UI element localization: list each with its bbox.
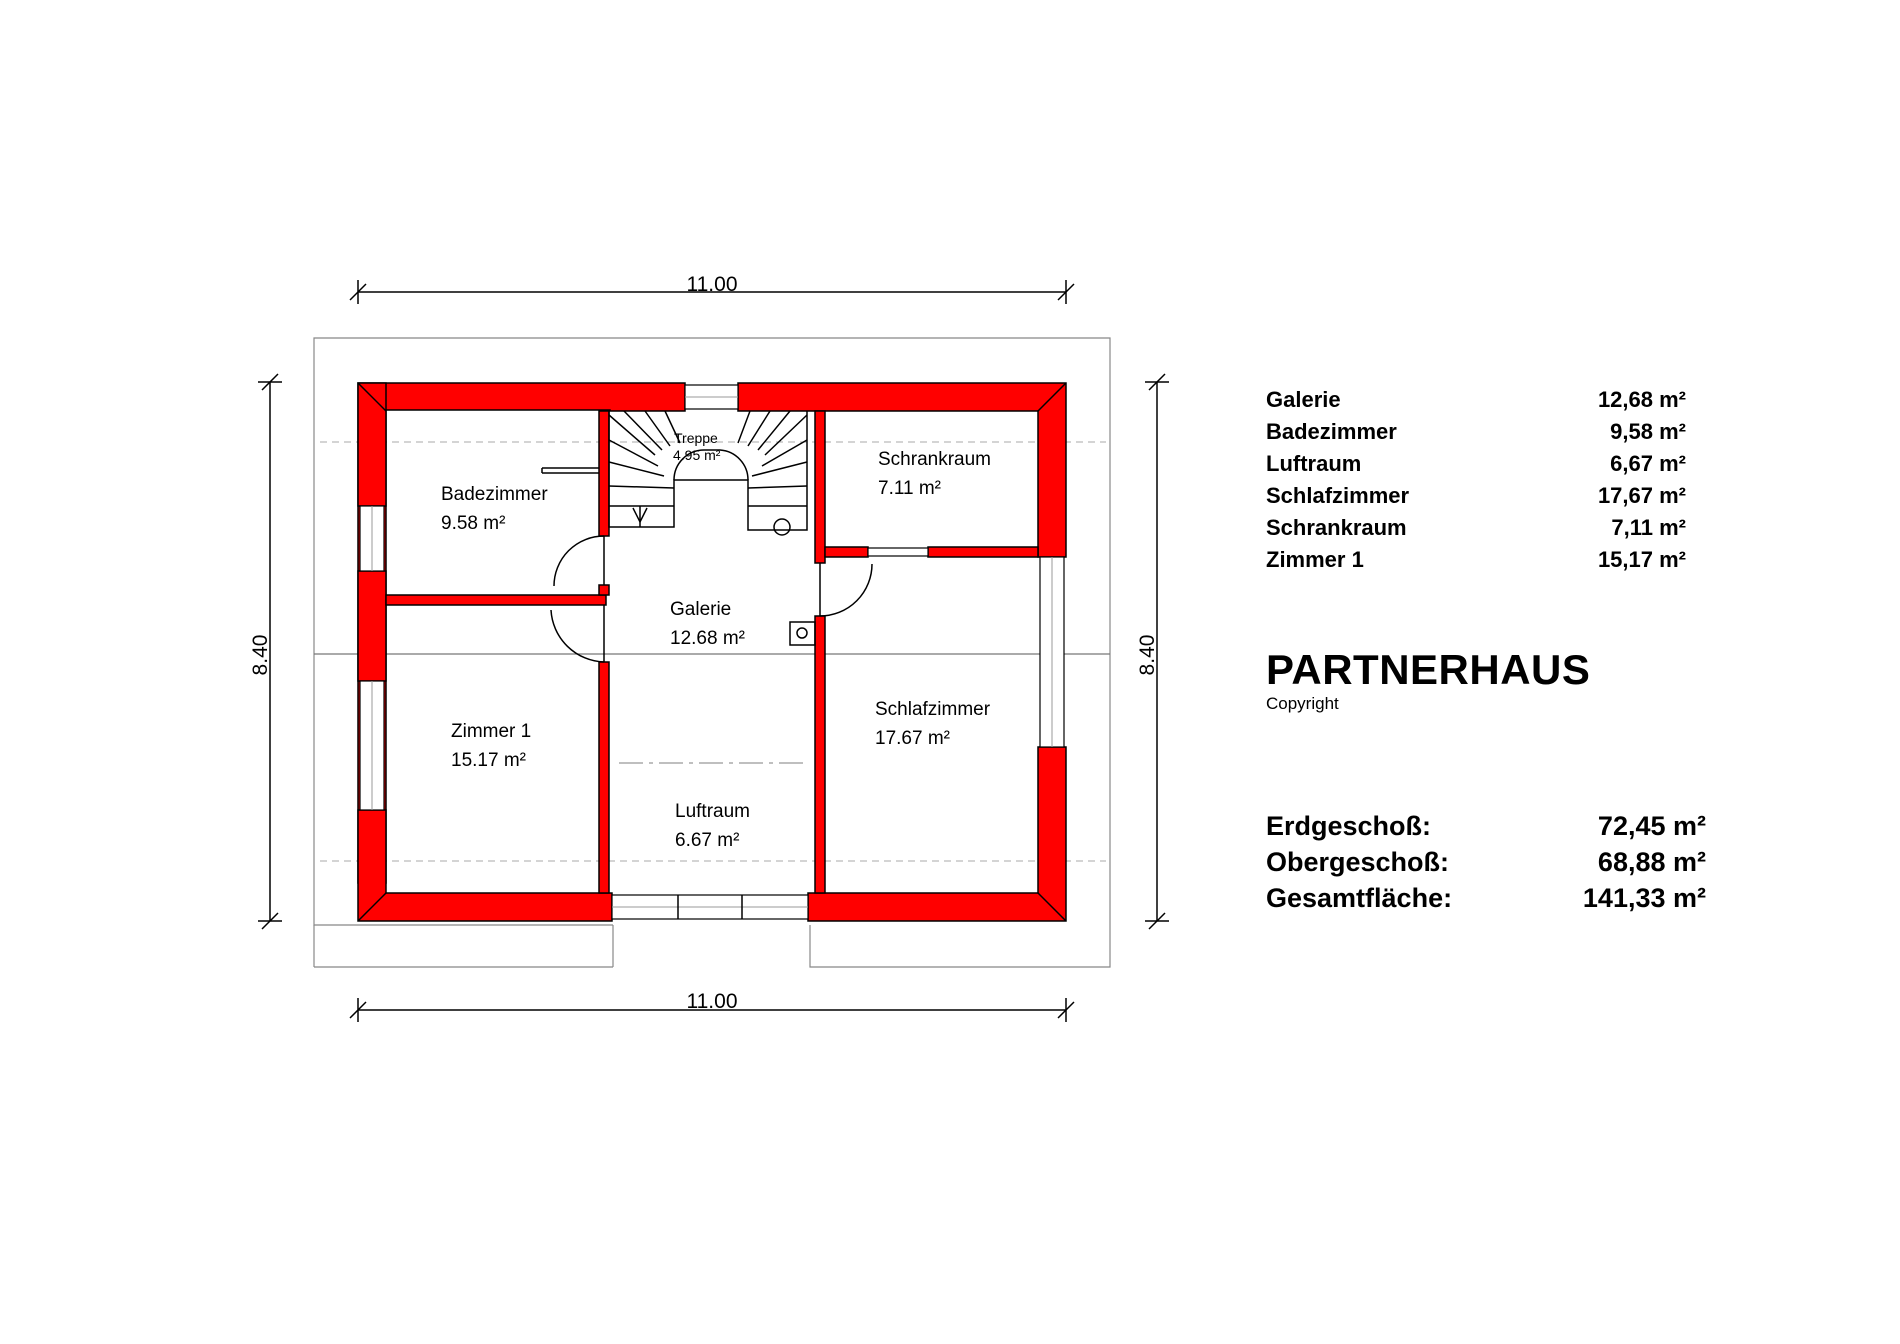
room-schrankraum-name: Schrankraum	[878, 449, 991, 470]
legend-row	[1266, 544, 1686, 576]
legend-row	[1266, 448, 1686, 480]
interior-wall	[599, 411, 609, 536]
totals-label: Erdgeschoß:	[1266, 810, 1432, 841]
legend-row	[1266, 416, 1686, 448]
legend-row	[1266, 480, 1686, 512]
door-badezimmer	[554, 536, 604, 586]
chimney	[790, 622, 815, 645]
dimension-left-label: 8.40	[249, 634, 272, 676]
room-schrankraum-area: 7.11 m²	[878, 478, 942, 499]
totals-row	[1266, 880, 1706, 916]
door-schlafzimmer	[820, 563, 872, 616]
totals-label: Gesamtfläche:	[1266, 882, 1453, 913]
room-schlafzimmer-area: 17.67 m²	[875, 728, 950, 749]
legend-row	[1266, 384, 1686, 416]
legend-label: Luftraum	[1266, 451, 1362, 476]
brand-block	[1266, 646, 1590, 714]
legend-value: 6,67 m²	[1610, 451, 1686, 476]
room-schlafzimmer-name: Schlafzimmer	[875, 699, 991, 720]
legend-row	[1266, 512, 1686, 544]
legend-value: 9,58 m²	[1610, 419, 1686, 444]
legend-value: 15,17 m²	[1597, 547, 1686, 572]
area-totals	[1266, 808, 1706, 916]
area-legend	[1266, 384, 1686, 576]
legend-label: Badezimmer	[1266, 419, 1397, 444]
totals-value: 68,88 m²	[1597, 846, 1706, 877]
legend-value: 17,67 m²	[1597, 483, 1686, 508]
totals-value: 141,33 m²	[1582, 882, 1706, 913]
room-zimmer-1-name: Zimmer 1	[451, 721, 532, 742]
brand-subtitle: Copyright	[1266, 694, 1339, 713]
room-luftraum-name: Luftraum	[675, 801, 750, 822]
totals-row	[1266, 844, 1706, 880]
totals-row	[1266, 808, 1706, 844]
legend-label: Schlafzimmer	[1266, 483, 1410, 508]
outer-wall	[358, 383, 685, 883]
room-galerie-area: 12.68 m²	[670, 628, 745, 649]
room-galerie-name: Galerie	[670, 599, 732, 620]
dimension-right-label: 8.40	[1136, 634, 1159, 676]
legend-value: 12,68 m²	[1597, 387, 1686, 412]
totals-value: 72,45 m²	[1597, 810, 1706, 841]
dimension-top-label: 11.00	[686, 273, 738, 296]
stair-area: 4.95 m²	[673, 447, 721, 463]
room-zimmer-1-area: 15.17 m²	[451, 750, 526, 771]
legend-label: Schrankraum	[1266, 515, 1407, 540]
stair-name: Treppe	[674, 430, 718, 446]
legend-value: 7,11 m²	[1611, 515, 1686, 540]
brand-title: PARTNERHAUS	[1266, 646, 1591, 693]
legend-label: Galerie	[1266, 387, 1341, 412]
room-badezimmer-area: 9.58 m²	[441, 513, 506, 534]
dimension-bottom-label: 11.00	[686, 990, 738, 1013]
room-luftraum-area: 6.67 m²	[675, 830, 740, 851]
room-badezimmer-name: Badezimmer	[441, 484, 548, 505]
totals-label: Obergeschoß:	[1266, 846, 1450, 877]
legend-label: Zimmer 1	[1266, 547, 1364, 572]
